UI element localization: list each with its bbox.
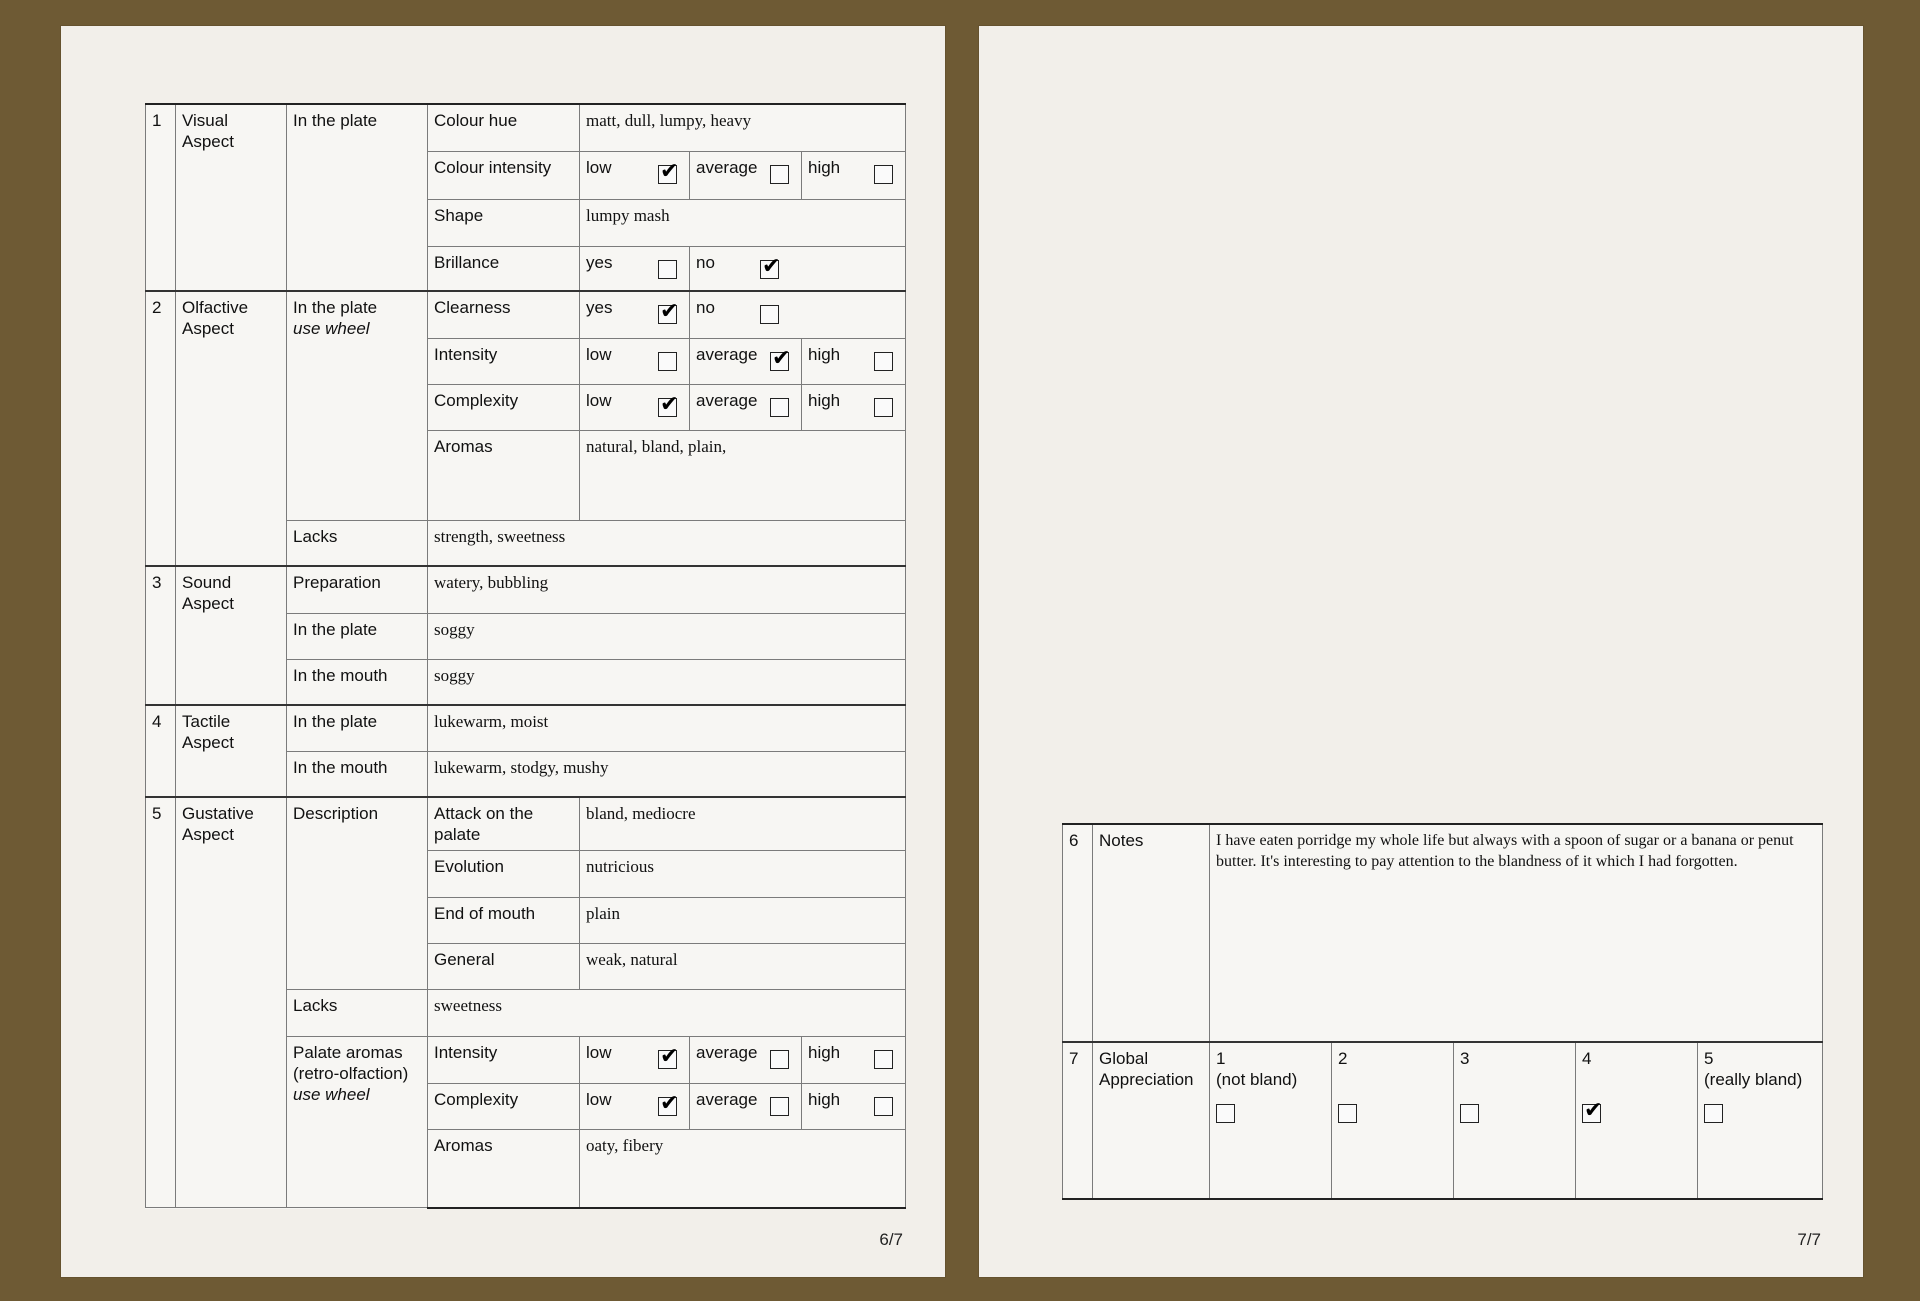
field-label: Intensity	[428, 338, 580, 384]
average-checkbox[interactable]	[770, 1097, 789, 1116]
section-context: Description	[287, 797, 428, 990]
scale-option-4: 4 ✔	[1576, 1042, 1698, 1199]
field-label: Complexity	[428, 1084, 580, 1130]
field-label: In the plate	[287, 613, 428, 659]
palate-aromas-value[interactable]: oaty, fibery	[580, 1130, 906, 1208]
section-title: Visual Aspect	[176, 104, 287, 291]
evaluation-table-page-6	[145, 103, 906, 1209]
low-checkbox[interactable]	[658, 352, 677, 371]
option-low: low ✔	[580, 151, 690, 199]
section-number: 4	[146, 705, 176, 797]
field-label: Colour hue	[428, 104, 580, 151]
aromas-value[interactable]: natural, bland, plain,	[580, 430, 906, 520]
section-number: 5	[146, 797, 176, 1208]
low-checkbox[interactable]	[658, 398, 677, 417]
scale-option-3: 3	[1454, 1042, 1576, 1199]
option-high: high	[802, 338, 906, 384]
field-label: Colour intensity	[428, 151, 580, 199]
field-label: Aromas	[428, 430, 580, 520]
context-note: use wheel	[293, 319, 370, 338]
option-high: high	[802, 384, 906, 430]
row-attack	[146, 797, 906, 851]
section-context: Palate aromas (retro-olfaction) use wheel	[287, 1037, 428, 1208]
evaluation-table-page-7	[1062, 823, 1823, 1200]
evolution-value[interactable]: nutricious	[580, 851, 906, 898]
option-low: low ✔	[580, 1037, 690, 1084]
option-average: average	[690, 1037, 802, 1084]
yes-checkbox[interactable]	[658, 260, 677, 279]
option-low: low	[580, 338, 690, 384]
average-checkbox[interactable]	[770, 398, 789, 417]
section-number: 1	[146, 104, 176, 291]
high-checkbox[interactable]	[874, 1050, 893, 1069]
option-no: no	[690, 291, 906, 338]
row-notes	[1063, 824, 1823, 1042]
low-checkbox[interactable]	[658, 165, 677, 184]
scale-option-5: 5 (really bland)	[1698, 1042, 1823, 1199]
scale-option-2: 2	[1332, 1042, 1454, 1199]
high-checkbox[interactable]	[874, 352, 893, 371]
average-checkbox[interactable]	[770, 352, 789, 371]
page-number: 6/7	[879, 1230, 903, 1249]
section-context: In the plate use wheel	[287, 291, 428, 520]
average-checkbox[interactable]	[770, 165, 789, 184]
scale-2-checkbox[interactable]	[1338, 1104, 1357, 1123]
tactile-mouth-value[interactable]: lukewarm, stodgy, mushy	[428, 751, 906, 797]
field-label: In the mouth	[287, 751, 428, 797]
field-label: Evolution	[428, 851, 580, 898]
attack-value[interactable]: bland, mediocre	[580, 797, 906, 851]
scale-5-checkbox[interactable]	[1704, 1104, 1723, 1123]
section-title: Notes	[1093, 824, 1210, 1042]
section-number: 2	[146, 291, 176, 566]
shape-value[interactable]: lumpy mash	[580, 199, 906, 246]
option-high: high	[802, 1037, 906, 1084]
field-label: Brillance	[428, 246, 580, 291]
section-title: Olfactive Aspect	[176, 291, 287, 566]
section-context: In the plate	[287, 104, 428, 291]
tactile-plate-value[interactable]: lukewarm, moist	[428, 705, 906, 751]
page-7	[979, 26, 1863, 1277]
field-label: Lacks	[287, 990, 428, 1037]
scale-3-checkbox[interactable]	[1460, 1104, 1479, 1123]
notes-text[interactable]: I have eaten porridge my whole life but always with a spoon of sugar or a banana or penut butter. It's interesting to pay attention to the blandness of it which I had forgotten.	[1210, 824, 1823, 1042]
option-yes: yes	[580, 246, 690, 291]
sound-plate-value[interactable]: soggy	[428, 613, 906, 659]
row-preparation	[146, 566, 906, 613]
row-colour-hue	[146, 104, 906, 151]
field-label: Preparation	[287, 566, 428, 613]
field-label: Complexity	[428, 384, 580, 430]
section-number: 7	[1063, 1042, 1093, 1199]
high-checkbox[interactable]	[874, 165, 893, 184]
page-6	[61, 26, 945, 1277]
lacks-value[interactable]: strength, sweetness	[428, 520, 906, 566]
scale-option-1: 1 (not bland)	[1210, 1042, 1332, 1199]
section-title: Tactile Aspect	[176, 705, 287, 797]
section-number: 3	[146, 566, 176, 705]
low-checkbox[interactable]	[658, 1050, 677, 1069]
colour-hue-value[interactable]: matt, dull, lumpy, heavy	[580, 104, 906, 151]
field-label: End of mouth	[428, 898, 580, 944]
option-low: low ✔	[580, 384, 690, 430]
gustative-lacks-value[interactable]: sweetness	[428, 990, 906, 1037]
option-average: average ✔	[690, 338, 802, 384]
row-global-appreciation	[1063, 1042, 1823, 1199]
average-checkbox[interactable]	[770, 1050, 789, 1069]
row-tactile-plate	[146, 705, 906, 751]
field-label: Clearness	[428, 291, 580, 338]
field-label: General	[428, 944, 580, 990]
field-label: In the plate	[287, 705, 428, 751]
option-no: no ✔	[690, 246, 906, 291]
sound-mouth-value[interactable]: soggy	[428, 659, 906, 705]
field-label: Lacks	[287, 520, 428, 566]
field-label: In the mouth	[287, 659, 428, 705]
option-average: average	[690, 1084, 802, 1130]
section-title: Sound Aspect	[176, 566, 287, 705]
field-label: Shape	[428, 199, 580, 246]
context-note: use wheel	[293, 1085, 370, 1104]
option-average: average	[690, 151, 802, 199]
row-clearness	[146, 291, 906, 338]
option-high: high	[802, 1084, 906, 1130]
field-label: Attack on the palate	[428, 797, 580, 851]
high-checkbox[interactable]	[874, 1097, 893, 1116]
no-checkbox[interactable]	[760, 260, 779, 279]
page-number: 7/7	[1797, 1230, 1821, 1249]
section-number: 6	[1063, 824, 1093, 1042]
general-value[interactable]: weak, natural	[580, 944, 906, 990]
low-checkbox[interactable]	[658, 1097, 677, 1116]
option-average: average	[690, 384, 802, 430]
end-value[interactable]: plain	[580, 898, 906, 944]
no-checkbox[interactable]	[760, 305, 779, 324]
scale-4-checkbox[interactable]	[1582, 1104, 1601, 1123]
field-label: Intensity	[428, 1037, 580, 1084]
section-title: Gustative Aspect	[176, 797, 287, 1208]
high-checkbox[interactable]	[874, 398, 893, 417]
scale-1-checkbox[interactable]	[1216, 1104, 1235, 1123]
option-low: low ✔	[580, 1084, 690, 1130]
preparation-value[interactable]: watery, bubbling	[428, 566, 906, 613]
section-title: Global Appreciation	[1093, 1042, 1210, 1199]
yes-checkbox[interactable]	[658, 305, 677, 324]
option-yes: yes ✔	[580, 291, 690, 338]
field-label: Aromas	[428, 1130, 580, 1208]
option-high: high	[802, 151, 906, 199]
